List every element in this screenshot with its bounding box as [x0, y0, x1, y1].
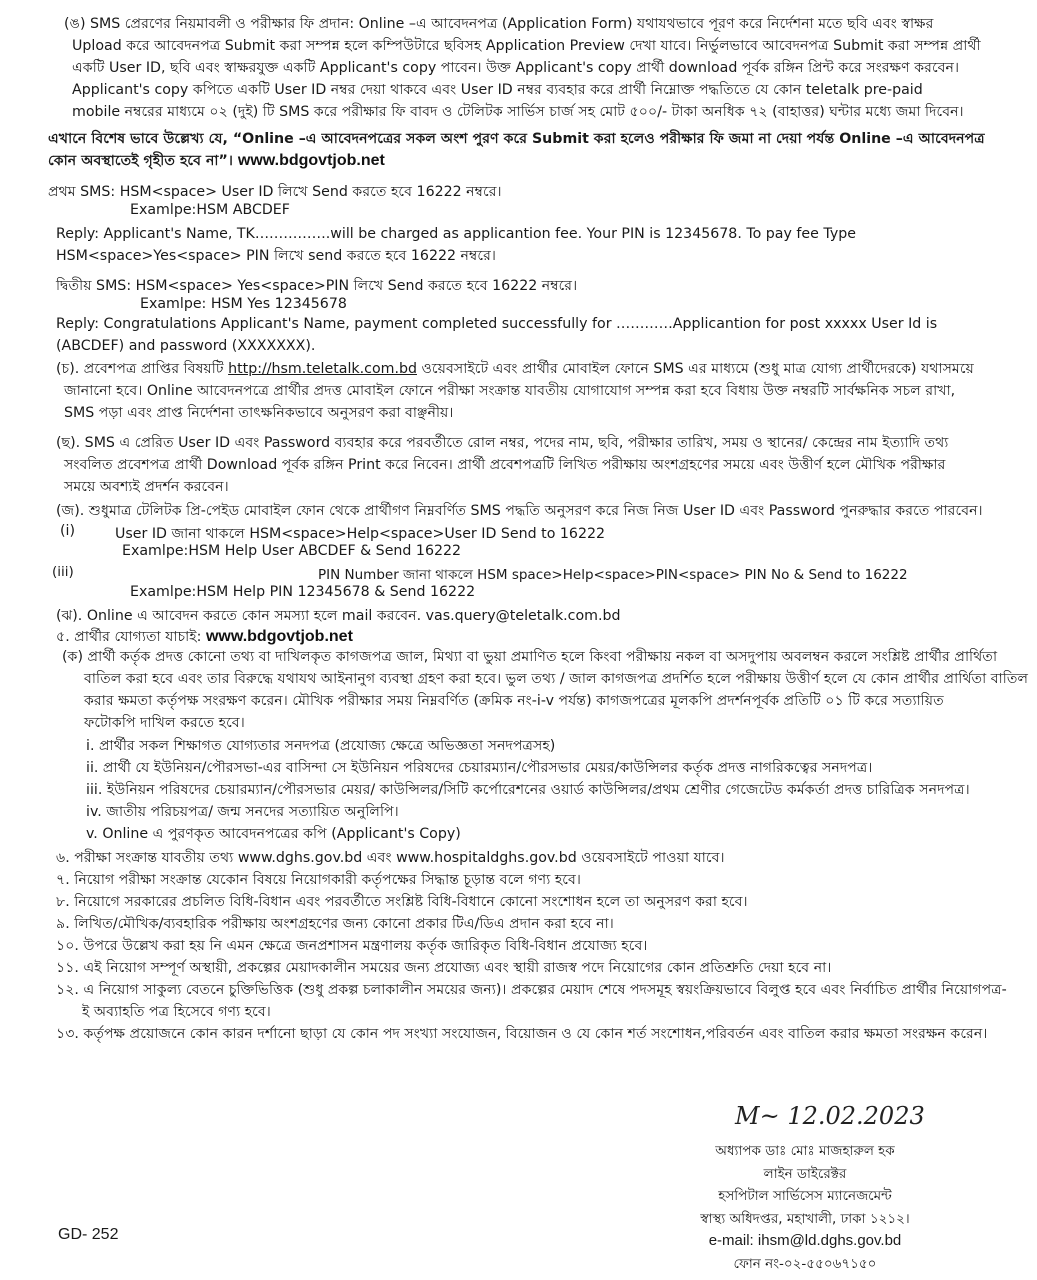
signatory-office: স্বাস্থ্য অধিদপ্তর, মহাখালী, ঢাকা ১২১২। [700, 1210, 910, 1227]
rule-item: ৬. পরীক্ষা সংক্রান্ত যাবতীয় তথ্য www.dghs.gov.bd এবং www.hospitaldghs.gov.bd ওয়েবসাইটে পাওয়া যাবে। [56, 850, 725, 866]
document-marker: ii. [86, 760, 99, 776]
admit-card-paragraph [56, 358, 974, 424]
download-line: সময়ে অবশ্যই প্রদর্শন করবেন। [64, 479, 229, 495]
website-watermark: www.bdgovtjob.net [237, 152, 385, 169]
eligibility-heading: ৫. প্রার্থীর যোগ্যতা যাচাই: [56, 629, 202, 645]
reply-line: Reply: Applicant's Name, TK…………….will be charged as applicantion fee. Your PIN is 12345678. To pay fee Type [56, 226, 856, 242]
sms-rules-line: Upload করে আবেদনপত্র Submit করা সম্পন্ন হলে কম্পিউটারে ছবিসহ Application Preview দেখা যাবে। নির্ভুলভাবে আবেদনপত্র Submit করা সম্পন্ন প্রার্থী [72, 38, 981, 54]
document-marker: v. [86, 826, 98, 842]
document-item: iv. জাতীয় পরিচয়পত্র/ জন্ম সনদের সত্যায়িত অনুলিপি। [86, 804, 399, 820]
admit-card-line: SMS পড়া এবং প্রাপ্ত নির্দেশনা তাৎক্ষনিকভাবে অনুসরণ করা বাঞ্ছনীয়। [64, 405, 454, 421]
fee-notice-line: কোন অবস্থাতেই গৃহীত হবে না”। [48, 153, 233, 169]
admit-card-text: ওয়েবসাইটে এবং প্রার্থীর মোবাইল ফোনে SMS এর মাধ্যমে (শুধু মাত্র যোগ্য প্রার্থীদেরকে) যথাসময়ে [416, 361, 974, 377]
eligibility-line: করার ক্ষমতা কর্তৃপক্ষ সংরক্ষণ করেন। মৌখিক পরীক্ষার সময় নিম্নবর্ণিত (ক্রমিক নং-i-v পর্যন্ত) কাগজপত্রের মূলকপি প্রদর্শনপূর্বক প্রতিটি ০১ টি করে সত্যায়িত [84, 693, 944, 709]
document-item: iii. ইউনিয়ন পরিষদের চেয়ারম্যান/পৌরসভার মেয়র/ কাউন্সিলর/সিটি কর্পোরেশনের ওয়ার্ড কাউন্সিলর/প্রথম শ্রেণীর গেজেটেড কর্মকর্তা প্রদত্ত চারিত্রিক সনদপত্র। [86, 782, 970, 798]
first-sms-example: Examlpe:HSM ABCDEF [130, 202, 290, 218]
recovery-item-text: User ID জানা থাকলে HSM<space>Help<space>User ID Send to 16222 [115, 526, 606, 542]
sms-rules-line: একটি User ID, ছবি এবং স্বাক্ষরযুক্ত একটি Applicant's copy পাবেন। উক্ত Applicant's copy প্রার্থী download পূর্বক রঙ্গিন প্রিন্ট করে সংরক্ষণ করবেন। [72, 60, 960, 76]
reply-line: (ABCDEF) and password (XXXXXXX). [56, 338, 316, 354]
website-watermark: www.bdgovtjob.net [205, 628, 353, 645]
eligibility-line: বাতিল করা হবে এবং তার বিরুদ্ধে যথাযথ আইনানুগ ব্যবস্থা গ্রহণ করা হবে। ভুল তথ্য / জাল কাগজপত্র প্রদর্শিত হলে পরীক্ষায় উত্তীর্ণ হলে যে কোন প্রার্থীর প্রার্থিতা বাতিল [84, 671, 1029, 687]
recovery-heading: (জ). শুধুমাত্র টেলিটক প্রি-পেইড মোবাইল ফোন থেকে প্রার্থীগণ নিম্নবর্ণিত SMS পদ্ধতি অনুসরণ করে নিজ নিজ User ID এবং Password পুনরুদ্ধার করতে পারবেন। [56, 503, 983, 519]
document-marker: i. [86, 738, 95, 754]
rule-item: ৯. লিখিত/মৌখিক/ব্যবহারিক পরীক্ষায় অংশগ্রহণের জন্য কোনো প্রকার টিএ/ডিএ প্রদান করা হবে না। [56, 916, 614, 932]
teletalk-link[interactable]: http://hsm.teletalk.com.bd [228, 361, 417, 377]
signature-block [640, 1140, 970, 1275]
recovery-item-text: PIN Number জানা থাকলে HSM space>Help<space>PIN<space> PIN No & Send to 16222 [318, 567, 908, 583]
second-sms-example: Examlpe: HSM Yes 12345678 [140, 296, 347, 312]
document-marker: iv. [86, 804, 102, 820]
admit-card-line: জানানো হবে। Online আবেদনপত্রে প্রার্থীর প্রদত্ত মোবাইল ফোনে পরীক্ষা সংক্রান্ত যাবতীয় যোগাযোগ সম্পন্ন করা হবে বিধায় উক্ত নম্বরটি সার্বক্ষনিক সচল রাখা, [64, 383, 956, 399]
rule-item: ১৩. কর্তৃপক্ষ প্রয়োজনে কোন কারন দর্শানো ছাড়া যে কোন পদ সংখ্যা সংযোজন, বিয়োজন ও যে কোন শর্ত সংশোধন,পরিবর্তন এবং বাতিল করার ক্ষমতা সংরক্ষন করেন। [56, 1026, 988, 1042]
download-line: সংবলিত প্রবেশপত্র প্রার্থী Download পূর্বক রঙ্গিন Print করে নিবেন। প্রার্থী প্রবেশপত্রটি লিখিত পরীক্ষায় অংশগ্রহণের সময়ে এবং উত্তীর্ণ হলে মৌখিক পরীক্ষার [64, 457, 946, 473]
admit-card-text: (চ). প্রবেশপত্র প্রাপ্তির বিষয়টি [56, 361, 229, 377]
sms-rules-paragraph [64, 13, 981, 123]
rule-item: ৮. নিয়োগে সরকারের প্রচলিত বিধি-বিধান এবং পরবর্তীতে সংশ্লিষ্ট বিধি-বিধানে কোনো সংশোধন হলে তা অনুসরণ করা হবে। [56, 894, 748, 910]
fee-notice-line: এখানে বিশেষ ভাবে উল্লেখ্য যে, “Online –এ আবেদনপত্রের সকল অংশ পুরণ করে Submit করা হলেও পরীক্ষার ফি জমা না দেয়া পর্যন্ত Online –এ আবেদনপত্র [48, 131, 985, 147]
download-paragraph [56, 432, 948, 498]
signatory-phone: ফোন নং-০২-৫৫০৬৭১৫০ [733, 1255, 877, 1272]
document-code: GD- 252 [58, 1226, 119, 1243]
rule-item: ১০. উপরে উল্লেখ করা হয় নি এমন ক্ষেত্রে জনপ্রশাসন মন্ত্রণালয় কর্তৃক জারিকৃত বিধি-বিধান প্রযোজ্য হবে। [56, 938, 648, 954]
reply-line: HSM<space>Yes<space> PIN লিখে send করতে হবে 16222 নম্বরে। [56, 248, 496, 264]
signatory-email[interactable]: e-mail: ihsm@ld.dghs.gov.bd [708, 1232, 902, 1249]
required-documents-list [86, 735, 970, 845]
recovery-item-marker: (i) [60, 523, 76, 539]
recovery-item-marker: (iii) [52, 564, 74, 580]
sms-rules-line: mobile নম্বরের মাধ্যমে ০২ (দুই) টি SMS করে পরীক্ষার ফি বাবদ ও টেলিটক সার্ভিস চার্জ সহ মোট ৫০০/- টাকা অনধিক ৭২ (বাহাত্তর) ঘন্টার মধ্যে জমা দিবেন। [72, 104, 964, 120]
signatory-name: অধ্যাপক ডাঃ মোঃ মাজহারুল হক [715, 1143, 895, 1159]
first-sms-reply [56, 223, 856, 267]
fee-notice [48, 128, 985, 172]
download-line: (ছ). SMS এ প্রেরিত User ID এবং Password ব্যবহার করে পরবর্তীতে রোল নম্বর, পদের নাম, ছবি, পরীক্ষার তারিখ, সময় ও স্থানের/ কেন্দ্রের নাম ইত্যাদি তথ্য [56, 435, 949, 451]
eligibility-paragraph [62, 646, 1028, 734]
handwritten-signature: M~ 12.02.2023 [735, 1102, 925, 1130]
sms-rules-line: (ঙ) SMS প্রেরণের নিয়মাবলী ও পরীক্ষার ফি প্রদান: Online –এ আবেদনপত্র (Application Form) যথাযথভাবে পূরণ করে নির্দেশনা মতে ছবি এবং স্বাক্ষর [64, 16, 934, 32]
second-sms-instruction: দ্বিতীয় SMS: HSM<space> Yes<space>PIN লিখে Send করতে হবে 16222 নম্বরে। [56, 278, 578, 294]
document-item: ii. প্রার্থী যে ইউনিয়ন/পৌরসভা-এর বাসিন্দা সে ইউনিয়ন পরিষদের চেয়ারম্যান/পৌরসভার মেয়র/কাউন্সিলর কর্তৃক প্রদত্ত নাগরিকত্বের সনদপত্র। [86, 760, 873, 776]
document-item: v. Online এ পুরণকৃত আবেদনপত্রের কপি (Applicant's Copy) [86, 826, 461, 842]
recovery-item-example: Examlpe:HSM Help PIN 12345678 & Send 16222 [130, 584, 476, 600]
eligibility-line: ফটোকপি দাখিল করতে হবে। [84, 715, 245, 731]
support-mail-line: (ঝ). Online এ আবেদন করতে কোন সমস্যা হলে mail করবেন. vas.query@teletalk.com.bd [56, 608, 621, 624]
reply-line: Reply: Congratulations Applicant's Name, payment completed successfully for …………Applicantion for post xxxxx User Id is [56, 316, 938, 332]
first-sms-instruction: প্রথম SMS: HSM<space> User ID লিখে Send করতে হবে 16222 নম্বরে। [48, 184, 502, 200]
second-sms-reply [56, 313, 937, 357]
signatory-title: লাইন ডাইরেক্টর [763, 1165, 847, 1182]
numbered-rules-list [56, 847, 1007, 1045]
eligibility-line: (ক) প্রার্থী কর্তৃক প্রদত্ত কোনো তথ্য বা দাখিলকৃত কাগজপত্র জাল, মিথ্যা বা ভুয়া প্রমাণিত হলে কিংবা পরীক্ষায় নকল বা অসদুপায় অবলম্বন করলে সংশ্লিষ্ট প্রার্থীর প্রার্থিতা [62, 649, 998, 665]
document-item: i. প্রার্থীর সকল শিক্ষাগত যোগ্যতার সনদপত্র (প্রযোজ্য ক্ষেত্রে অভিজ্ঞতা সনদপত্রসহ) [86, 738, 556, 754]
document-marker: iii. [86, 782, 103, 798]
rule-item: ১২. এ নিয়োগ সাকুল্য বেতনে চুক্তিভিত্তিক (শুধু প্রকল্প চলাকালীন সময়ের জন্য)। প্রকল্পের মেয়াদ শেষে পদসমূহ স্বয়ংক্রিয়ভাবে বিলুপ্ত হবে এবং নির্বাচিত প্রার্থীর নিয়োগপত্র- [56, 982, 1007, 998]
rule-item: ১১. এই নিয়োগ সম্পূর্ণ অস্থায়ী, প্রকল্পের মেয়াদকালীন সময়ের জন্য প্রযোজ্য এবং স্থায়ী রাজস্ব পদে নিয়োগের কোন প্রতিশ্রুতি দেয়া হবে না। [56, 960, 832, 976]
recovery-item-example: Examlpe:HSM Help User ABCDEF & Send 16222 [122, 543, 462, 559]
signatory-program: হসপিটাল সার্ভিসেস ম্যানেজমেন্ট [718, 1188, 892, 1204]
sms-rules-line: Applicant's copy কপিতে একটি User ID নম্বর দেয়া থাকবে এবং User ID নম্বর ব্যবহার করে প্রার্থী নিম্নোক্ত পদ্ধতিতে যে কোন teletalk pre-paid [72, 82, 923, 98]
rule-item: ৭. নিয়োগ পরীক্ষা সংক্রান্ত যেকোন বিষয়ে নিয়োগকারী কর্তৃপক্ষের সিদ্ধান্ত চূড়ান্ত বলে গণ্য হবে। [56, 872, 581, 888]
rule-item-continued: ই অব্যাহতি পত্র হিসেবে গণ্য হবে। [82, 1004, 271, 1020]
